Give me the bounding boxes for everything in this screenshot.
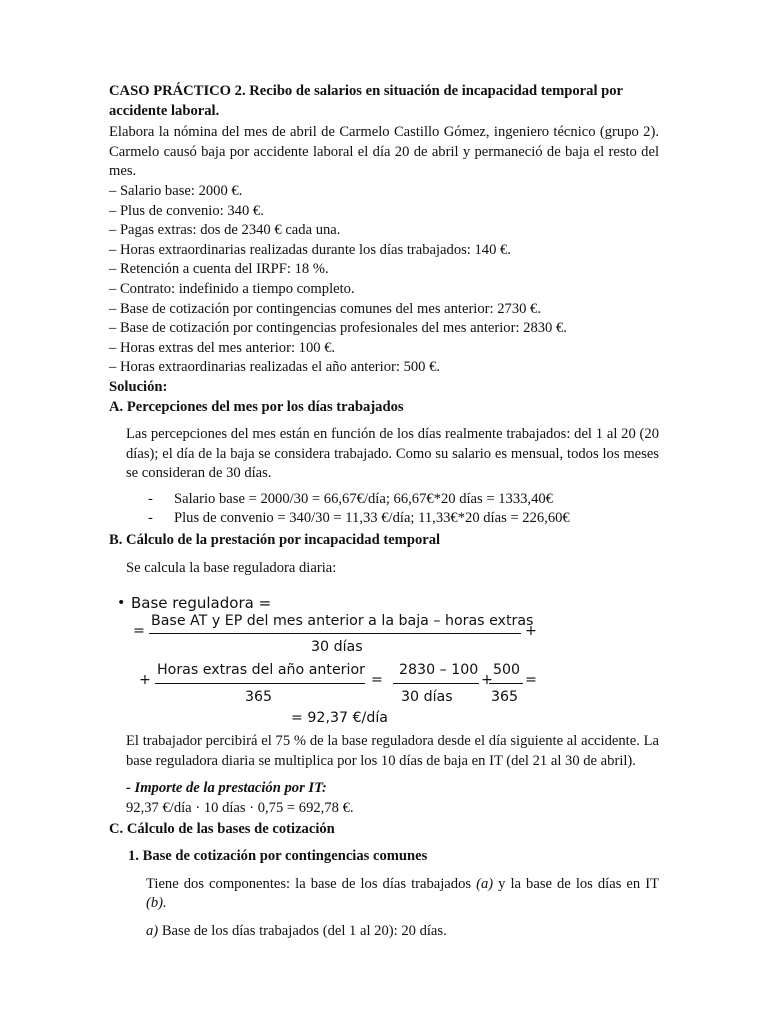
fraction-line <box>149 633 521 634</box>
section-b-text: Se calcula la base reguladora diaria: <box>126 559 337 576</box>
section-a-text: Las percepciones del mes están en función de los días realmente trabajados: del 1 al 20 (20 días); el día de la baja se considera trabajado. Como su salario es mensual, todos los meses se consideran de 30 días. <box>126 426 659 482</box>
solution-label: Solución: <box>109 378 168 395</box>
case-data-item: – Plus de convenio: 340 €. <box>109 202 264 219</box>
formula-result: = 92,37 €/día <box>291 710 388 727</box>
formula-plus: + <box>139 672 151 689</box>
importe-label: - Importe de la prestación por IT: <box>126 780 327 797</box>
case-data-item: – Contrato: indefinido a tiempo completo. <box>109 280 355 297</box>
case-title-line2: accidente laboral. <box>109 102 220 119</box>
section-a-item <box>148 509 659 529</box>
section-c-sub1-heading: 1. Base de cotización por contingencias comunes <box>128 848 428 865</box>
section-b-text2: El trabajador percibirá el 75 % de la base reguladora desde el día siguiente al accidente. La base reguladora diaria se multiplica por los 10 días de baja en IT (del 21 al 30 de abril). <box>126 733 659 769</box>
formula-equals: = <box>371 672 383 689</box>
importe-value: 92,37 €/día · 10 días · 0,75 = 692,78 €. <box>126 800 354 817</box>
case-title <box>109 82 659 121</box>
case-data-item: – Retención a cuenta del IRPF: 18 %. <box>109 261 329 278</box>
section-a-item <box>148 490 659 510</box>
section-a-item-text: Salario base = 2000/30 = 66,67€/día; 66,67€*20 días = 1333,40€ <box>174 490 553 507</box>
case-data-item: – Horas extraordinarias realizadas durante los días trabajados: 140 €. <box>109 241 511 258</box>
fraction-line <box>155 683 365 684</box>
formula-numerator: Base AT y EP del mes anterior a la baja – horas extras <box>151 613 534 630</box>
section-b-body-2 <box>109 732 659 818</box>
section-c-item-a <box>146 922 659 942</box>
list-dash: - <box>148 490 153 507</box>
item-marker: a) <box>146 923 159 939</box>
formula-equals: = <box>525 672 537 689</box>
document-page <box>109 82 659 942</box>
fraction-line <box>489 683 523 684</box>
section-c-body <box>109 847 659 941</box>
section-a-item-text: Plus de convenio = 340/30 = 11,33 €/día; 11,33€*20 días = 226,60€ <box>174 510 570 527</box>
formula-equals: = <box>133 623 145 640</box>
case-title-line1: CASO PRÁCTICO 2. Recibo de salarios en situación de incapacidad temporal por <box>109 83 624 99</box>
formula-denominator: 365 <box>491 689 519 706</box>
formula-plus: + <box>481 672 493 689</box>
case-data-item: – Base de cotización por contingencias profesionales del mes anterior: 2830 €. <box>109 320 567 337</box>
section-a-list <box>126 490 659 529</box>
case-intro: Elabora la nómina del mes de abril de Carmelo Castillo Gómez, ingeniero técnico (grupo 2). Carmelo causó baja por accidente laboral el día 20 de abril y permaneció de baja el resto del mes. <box>109 124 659 180</box>
formula-numerator: 2830 – 100 <box>399 662 479 679</box>
section-a-heading: A. Percepciones del mes por los días trabajados <box>109 398 404 415</box>
formula-plus: + <box>525 623 537 640</box>
section-a-body <box>109 425 659 529</box>
section-c-sub1-text <box>146 875 659 914</box>
item-text: Base de los días trabajados (del 1 al 20): 20 días. <box>158 923 447 939</box>
case-data-item: – Pagas extras: dos de 2340 € cada una. <box>109 222 341 239</box>
formula-denominator: 365 <box>245 689 273 706</box>
formula-numerator: 500 <box>493 662 521 679</box>
case-data-item: – Horas extras del mes anterior: 100 €. <box>109 339 336 356</box>
case-data-list <box>109 182 659 378</box>
formula-denominator: 30 días <box>311 639 363 656</box>
section-b-heading: B. Cálculo de la prestación por incapacidad temporal <box>109 532 441 549</box>
text-run-italic: (a) <box>476 875 494 892</box>
formula-denominator: 30 días <box>401 689 453 706</box>
section-c-sub1-body <box>128 875 659 942</box>
section-b-body <box>109 559 659 579</box>
formula-label: Base reguladora = <box>131 594 272 613</box>
base-reguladora-formula <box>109 594 659 727</box>
fraction-line <box>393 683 479 684</box>
case-data-item: – Base de cotización por contingencias comunes del mes anterior: 2730 €. <box>109 300 542 317</box>
text-run-italic: (b). <box>146 895 167 912</box>
list-dash: - <box>148 510 153 527</box>
formula-bullet: • <box>117 595 126 612</box>
section-c-heading: C. Cálculo de las bases de cotización <box>109 820 335 837</box>
case-data-item: – Salario base: 2000 €. <box>109 182 243 199</box>
formula-numerator: Horas extras del año anterior <box>157 662 365 679</box>
case-data-item: – Horas extraordinarias realizadas el año anterior: 500 €. <box>109 359 441 376</box>
text-run: Tiene dos componentes: la base de los días trabajados <box>146 875 477 892</box>
text-run: y la base de los días en IT <box>493 875 660 892</box>
